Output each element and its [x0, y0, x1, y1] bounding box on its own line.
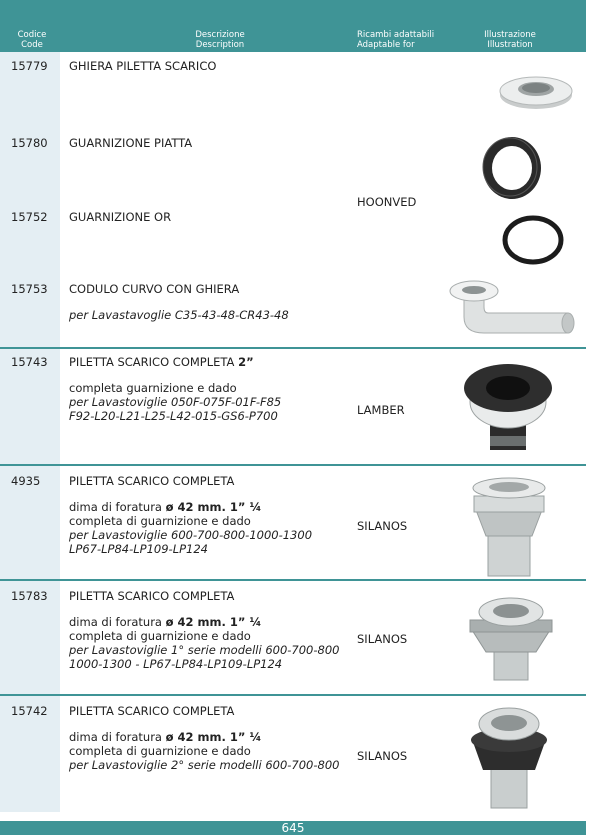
product-compatibility: LP67-LP84-LP109-LP124	[69, 542, 208, 556]
product-hole-value: ø 42 mm. 1” ¼	[165, 615, 262, 629]
product-title: GHIERA PILETTA SCARICO	[69, 59, 217, 73]
product-description	[69, 136, 354, 150]
drain-grey2-illustration	[466, 594, 556, 684]
product-title: PILETTA SCARICO COMPLETA	[69, 355, 239, 369]
product-code: 15742	[11, 704, 48, 718]
adaptable-brand: SILANOS	[357, 519, 408, 533]
product-compatibility: per Lavastoviglie 600-700-800-1000-1300	[69, 528, 313, 542]
product-size: 2”	[238, 355, 254, 369]
product-code: 15783	[11, 589, 48, 603]
product-title: PILETTA SCARICO COMPLETA	[69, 589, 235, 603]
product-description	[69, 589, 354, 671]
adaptable-brand: SILANOS	[357, 749, 408, 763]
product-title: CODULO CURVO CON GHIERA	[69, 282, 240, 296]
header-desc-it: Descrizione	[195, 30, 245, 40]
product-includes: completa guarnizione e dado	[69, 381, 237, 395]
adaptable-brand: HOONVED	[357, 195, 417, 209]
row-divider	[0, 694, 586, 696]
product-compatibility: F92-L20-L21-L25-L42-015-GS6-P700	[69, 409, 278, 423]
table-header	[0, 27, 586, 52]
adaptable-brand: LAMBER	[357, 403, 405, 417]
product-hole-size	[69, 730, 354, 744]
flat-gasket-illustration	[479, 133, 545, 203]
page-number: 645	[281, 821, 305, 835]
product-hole-label: dima di foratura	[69, 615, 166, 629]
product-compatibility: 1000-1300 - LP67-LP84-LP109-LP124	[69, 657, 283, 671]
product-code: 15752	[11, 210, 48, 224]
header-code	[5, 30, 59, 50]
header-description	[150, 30, 290, 50]
product-compatibility: per Lavastoviglie 2° serie modelli 600-700-800	[69, 758, 340, 772]
product-description	[69, 282, 354, 322]
product-code: 15743	[11, 355, 48, 369]
product-title: PILETTA SCARICO COMPLETA	[69, 474, 235, 488]
header-ill-it: Illustrazione	[484, 30, 536, 40]
product-title: GUARNIZIONE OR	[69, 210, 172, 224]
ring-nut-illustration	[495, 65, 577, 113]
o-ring-illustration	[500, 213, 566, 267]
product-hole-size	[69, 500, 354, 514]
product-compatibility: per Lavastavoglie C35-43-48-CR43-48	[69, 308, 289, 322]
row-divider	[0, 347, 586, 349]
product-hole-size	[69, 615, 354, 629]
product-includes: completa di guarnizione e dado	[69, 629, 251, 643]
footer-bar	[0, 821, 586, 835]
drain-dark-illustration	[463, 702, 555, 812]
header-code-it: Codice	[17, 30, 47, 40]
header-ric-en: Adaptable for	[357, 40, 415, 50]
product-hole-label: dima di foratura	[69, 730, 166, 744]
product-description	[69, 59, 354, 73]
product-description	[69, 355, 354, 423]
header-ill-en: Illustration	[487, 40, 533, 50]
product-code: 4935	[11, 474, 41, 488]
product-compatibility: per Lavastoviglie 050F-075F-01F-F85	[69, 395, 282, 409]
product-includes: completa di guarnizione e dado	[69, 744, 251, 758]
product-code: 15753	[11, 282, 48, 296]
product-title: PILETTA SCARICO COMPLETA	[69, 704, 235, 718]
row-divider	[0, 464, 586, 466]
product-description	[69, 210, 354, 224]
header-code-en: Code	[21, 40, 43, 50]
header-desc-en: Description	[195, 40, 245, 50]
product-includes: completa di guarnizione e dado	[69, 514, 251, 528]
curved-elbow-illustration	[444, 273, 576, 345]
drain-grey-illustration	[466, 474, 552, 578]
product-code: 15780	[11, 136, 48, 150]
row-divider	[0, 579, 586, 581]
top-band	[0, 0, 586, 27]
adaptable-brand: SILANOS	[357, 632, 408, 646]
drain-black-illustration	[460, 358, 556, 458]
product-hole-value: ø 42 mm. 1” ¼	[165, 500, 262, 514]
product-description	[69, 474, 354, 556]
product-code: 15779	[11, 59, 48, 73]
header-adaptable	[357, 30, 437, 50]
product-title: GUARNIZIONE PIATTA	[69, 136, 193, 150]
code-column-background	[0, 52, 60, 812]
header-illustration	[460, 30, 560, 50]
product-description	[69, 704, 354, 772]
product-title-line	[69, 355, 354, 369]
product-hole-label: dima di foratura	[69, 500, 166, 514]
product-hole-value: ø 42 mm. 1” ¼	[165, 730, 262, 744]
product-compatibility: per Lavastoviglie 1° serie modelli 600-700-800	[69, 643, 340, 657]
header-ric-it: Ricambi adattabili	[357, 30, 435, 40]
